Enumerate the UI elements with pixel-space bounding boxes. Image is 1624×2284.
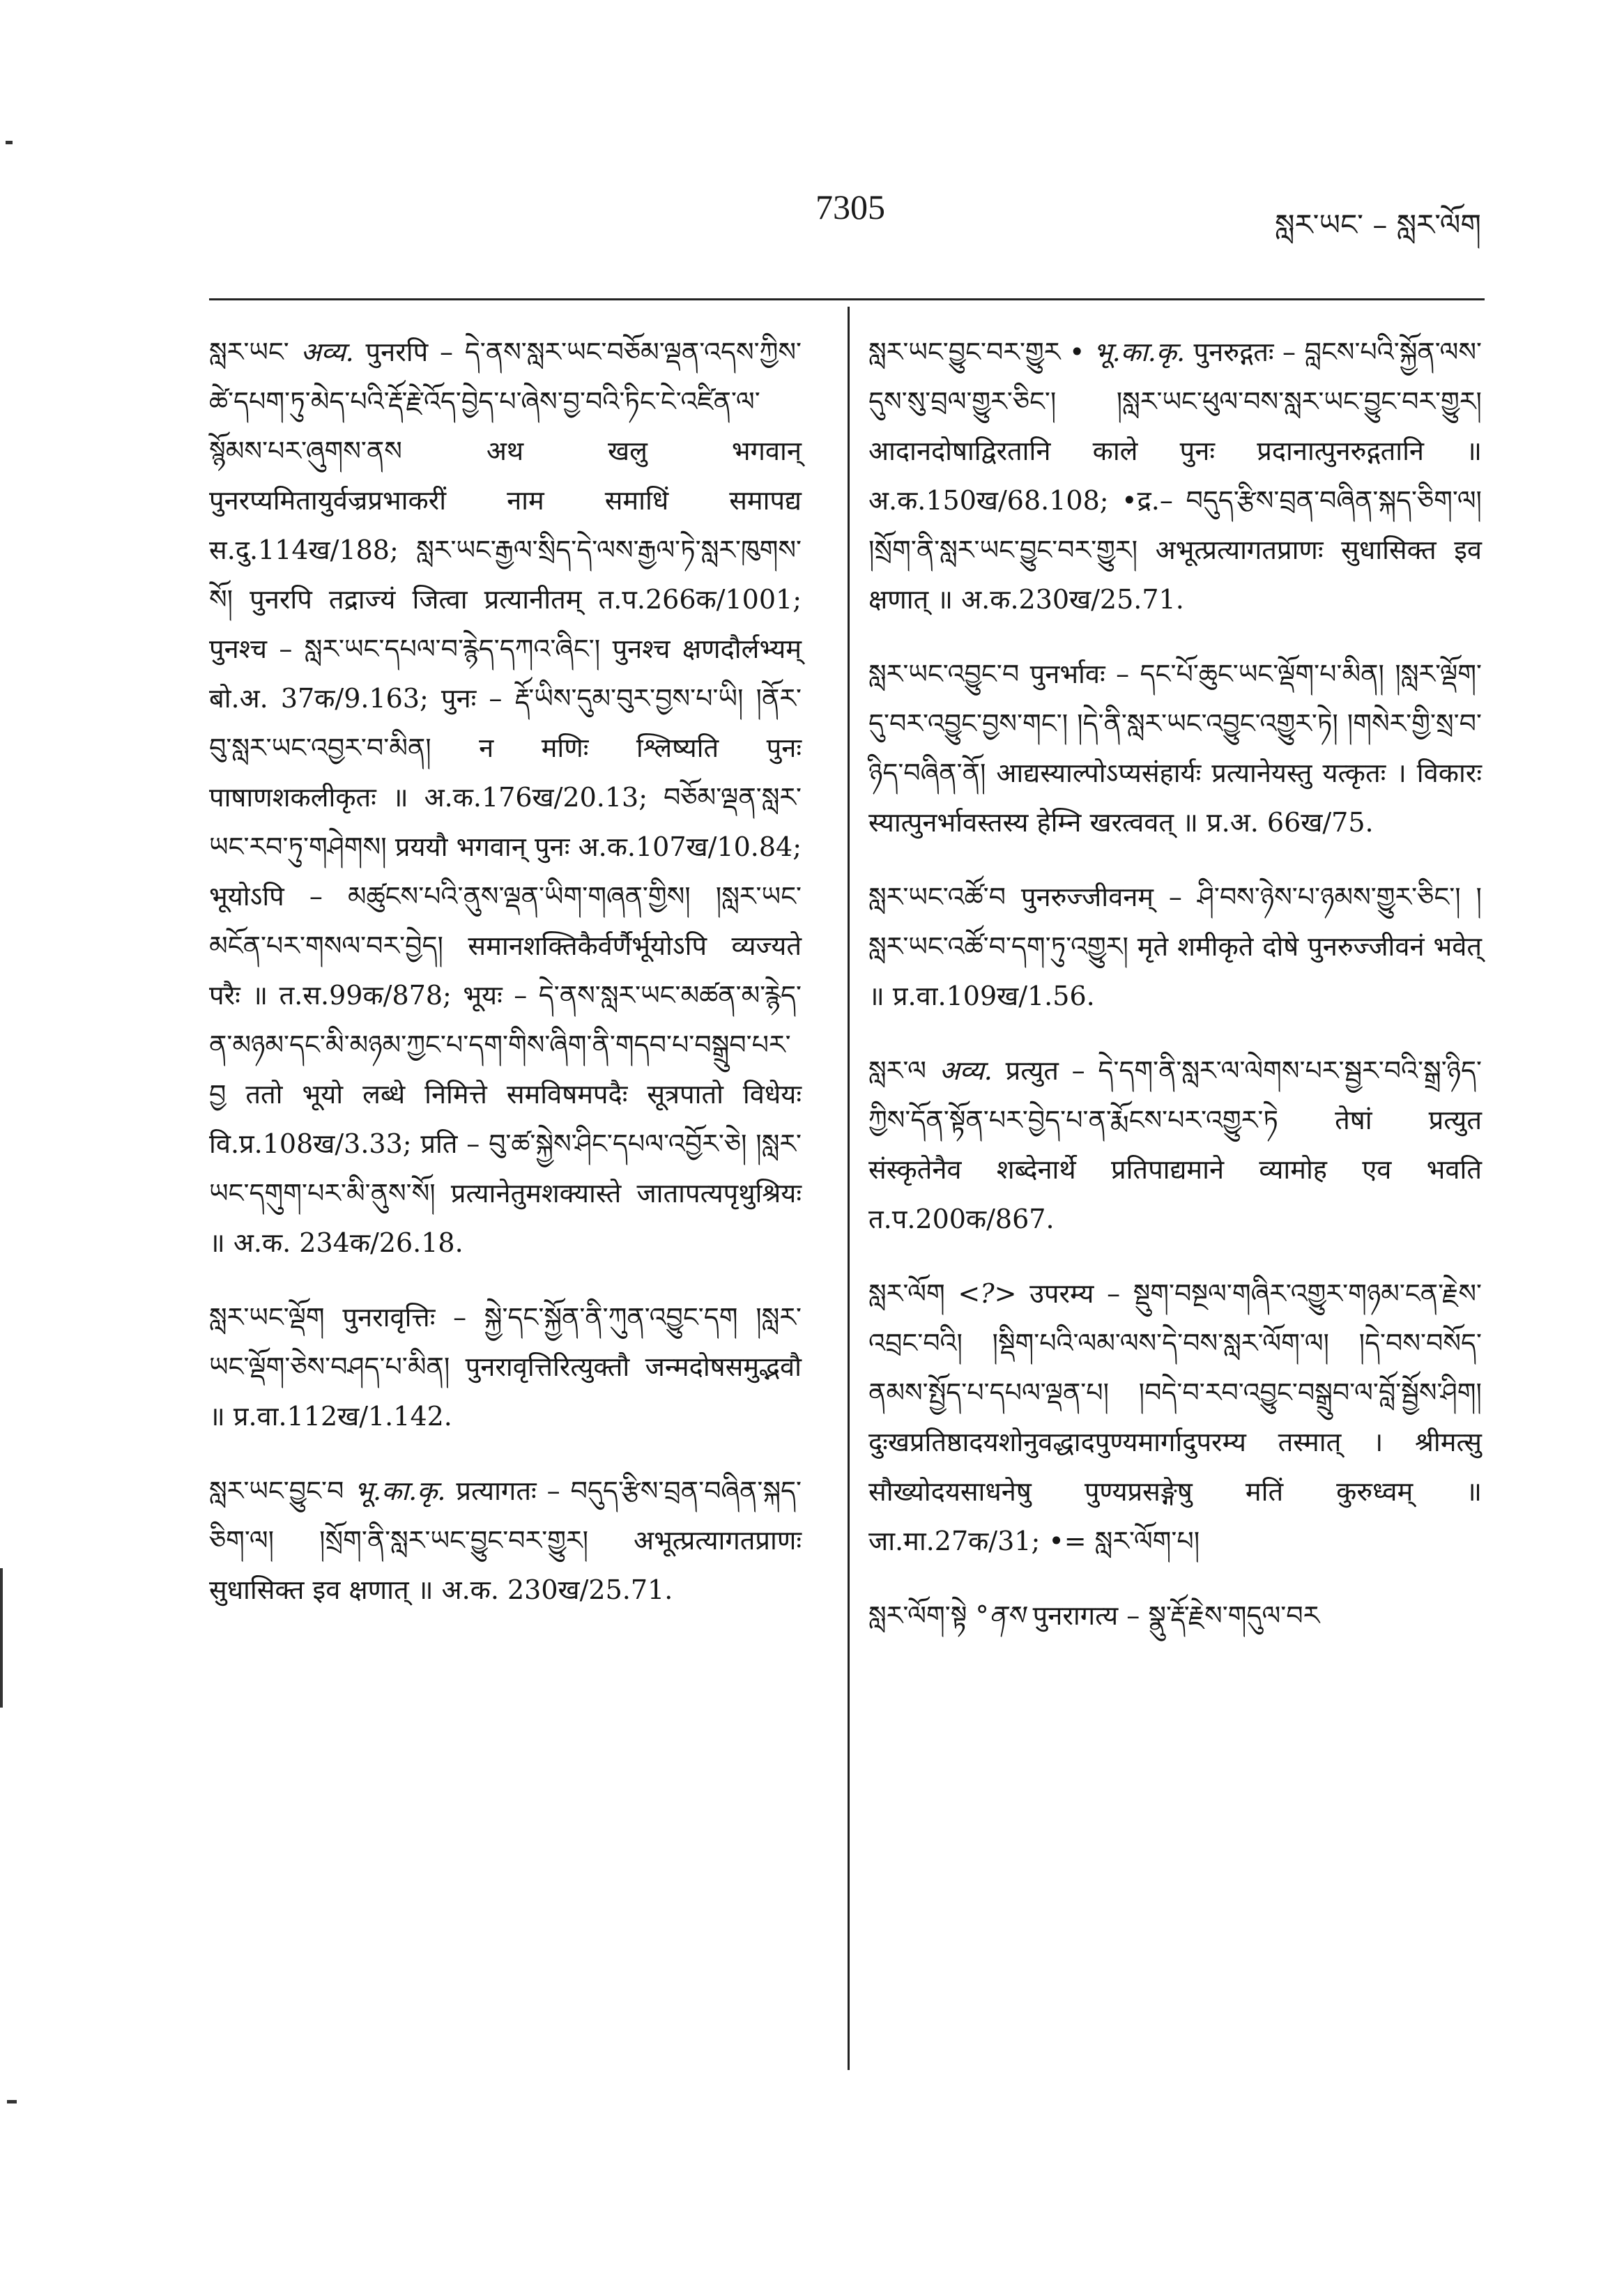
entry-grammar-tag: °ནས xyxy=(975,1600,1025,1631)
dictionary-entry xyxy=(868,873,1482,1021)
entry-text: उपरम्य – སྡུག་བསྔལ་གཞིར་འགྱུར་གཉམ་ངན་རྗེས་འབྲང་བའི། །སྡིག་པའི་ལམ་ལས་དེ་བས་སླར་ལོག་ལ། །དེ་བས་བསོད་ནམས་སྤྱོད་པ་དཔལ་ལྡན་པ། །བདེ་བ་རབ་འབྱུང་བསྒྲུབ་ལ་བློ་སྦྱོས་ཤིག། दुःखप्रतिष्ठादयशोनुवद्धादपुण्यमार्गादुपरम्य तस्मात् । श्रीमत्सु सौख्योदयसाधनेषु पुण्यप्रसङ्गेषु मतिं कुरुध्वम् ॥ जा.मा.27क/31; •= སླར་ལོག་པ། xyxy=(868,1278,1482,1556)
entry-headword: སླར་ལོག xyxy=(868,1278,945,1309)
entry-text: पुनरावृत्तिः – སྐྱེ་དང་སྐྱོན་ནི་ཀུན་འབྱུང་དག །སླར་ཡང་ལྡོག་ཅེས་བཤད་པ་མིན། पुनरावृत्तिरित्युक्तौ जन्मदोषसमुद्भवौ ॥ प्र.वा.112ख/1.142. xyxy=(209,1302,802,1432)
dictionary-entry xyxy=(209,1466,802,1615)
entry-headword: སླར་ཡང་ལྡོག xyxy=(209,1302,325,1333)
dictionary-entry xyxy=(209,328,802,1268)
dictionary-entry xyxy=(868,650,1482,848)
dictionary-entry xyxy=(209,1293,802,1441)
entry-text: पुनर्भावः – དང་པོ་ཆུང་ཡང་ལྡོག་པ་མིན། །སླར་ལྡོག་དུ་བར་འབྱུང་བྱས་གང་། །དེ་ནི་སླར་ཡང་འབྱུང་འགྱུར་ཏེ། །གསེར་གྱི་སྲ་བ་ཉིད་བཞིན་ནོ། आद्यस्याल्पोऽप्यसंहार्यः प्रत्यानेयस्तु यत्कृतः । विकारः स्यात्पुनर्भावस्तस्य हेम्नि खरत्ववत् ॥ प्र.अ. 66ख/75. xyxy=(868,659,1482,838)
entry-text: पुनरुद्गतः – བླངས་པའི་སྐྱོན་ལས་དུས་སུ་བྲལ་གྱུར་ཅིང་། །སླར་ཡང་ཕུལ་བས་སླར་ཡང་བྱུང་བར་གྱུར། आदानदोषाद्विरतानि काले पुनः प्रदानात्पुनरुद्गतानि ॥ अ.क.150ख/68.108; •द्र.– བདུད་རྩིས་བྲན་བཞིན་སྐད་ཅིག་ལ། །སྲོག་ནི་སླར་ཡང་བྱུང་བར་གྱུར། अभूत्प्रत्यागतप्राणः सुधासिक्त इव क्षणात् ॥ अ.क.230ख/25.71. xyxy=(868,337,1482,615)
entry-grammar-tag: <?> xyxy=(958,1278,1017,1309)
entry-text: प्रत्युत – དེ་དག་ནི་སླར་ལ་ལེགས་པར་སྦྱར་བའི་སྒྲ་ཉིད་ཀྱིས་དོན་སྟོན་པར་བྱེད་པ་ན་རྨོངས་པར་འགྱུར་ཏེ तेषां प्रत्युत संस्कृतेनैव शब्देनार्थे प्रतिपाद्यमाने व्यामोह एव भवति त.प.200क/867. xyxy=(868,1055,1482,1234)
dictionary-entry xyxy=(868,1591,1482,1641)
header-rule xyxy=(209,298,1485,300)
dictionary-entry xyxy=(868,1046,1482,1244)
left-column xyxy=(209,328,802,1640)
entry-headword: སླར་ལོག་སྟེ xyxy=(868,1600,967,1631)
entry-headword: སླར་ལ xyxy=(868,1055,926,1086)
scan-mark xyxy=(6,141,13,144)
entry-headword: སླར་ཡང་འཚོ་བ xyxy=(868,882,1006,912)
entry-grammar-tag: अव्य. xyxy=(300,337,354,367)
entry-headword: སླར་ཡང་ xyxy=(209,337,289,367)
entry-headword: སླར་ཡང་བྱུང་བར་གྱུར xyxy=(868,337,1061,367)
entry-text: प्रत्यागतः – བདུད་རྩིས་བྲན་བཞིན་སྐད་ཅིག་ལ། །སྲོག་ནི་སླར་ཡང་བྱུང་བར་གྱུར། अभूत्प्रत्यागतप्राणः सुधासिक्त इव क्षणात् ॥ अ.क. 230ख/25.71. xyxy=(209,1476,802,1605)
entry-grammar-tag: • भू.का.कृ. xyxy=(1068,337,1186,367)
scan-mark xyxy=(7,2100,17,2103)
entry-text: पुनरागत्य – སྣུ་རྡོ་རྗེས་གདུལ་བར xyxy=(1032,1600,1320,1631)
entry-headword: སླར་ཡང་འབྱུང་བ xyxy=(868,659,1020,689)
dictionary-entry xyxy=(868,1269,1482,1566)
entry-text: पुनरपि – དེ་ནས་སླར་ཡང་བཅོམ་ལྡན་འདས་ཀྱིས་ཚེ་དཔག་ཏུ་མེད་པའི་རྡོ་རྗེ་འོད་བྱེད་པ་ཞེས་བྱ་བའི་ཏིང་ངེ་འཛིན་ལ་སྙོམས་པར་ཞུགས་ནས अथ खलु भगवान् पुनरप्यमितायुर्वज्रप्रभाकरीं नाम समाधिं समापद्य स.दु.114ख/188; སླར་ཡང་རྒྱལ་སྲིད་དེ་ལས་རྒྱལ་ཏེ་སླར་ཁུགས་སོ། पुनरपि तद्राज्यं जित्वा प्रत्यानीतम् त.प.266क/1001; पुनश्च – སླར་ཡང་དཔལ་བ་རྙེད་དཀའ་ཞིང་། पुनश्च क्षणदौर्लभ्यम् बो.अ. 37क/9.163; पुनः – རྡོ་ཡིས་དུམ་བུར་བྱས་པ་ཡི། །ནོར་བུ་སླར་ཡང་འབྱར་བ་མིན། न मणिः श्लिष्यति पुनः पाषाणशकलीकृतः ॥ अ.क.176ख/20.13; བཅོམ་ལྡན་སླར་ཡང་རབ་ཏུ་གཤེགས། प्रययौ भगवान् पुनः अ.क.107ख/10.84; भूयोऽपि – མཚུངས་པའི་ནུས་ལྡན་ཡིག་གཞན་གྱིས། །སླར་ཡང་མངོན་པར་གསལ་བར་བྱེད། समानशक्तिकैर्वर्णैर्भूयोऽपि व्यज्यते परैः ॥ त.स.99क/878; भूयः – དེ་ནས་སླར་ཡང་མཚན་མ་རྙེད་ན་མཉམ་དང་མི་མཉམ་ཀྱང་པ་དག་གིས་ཞིག་ནི་གདབ་པ་བསྒྲུབ་པར་བྱ ततो भूयो लब्धे निमित्ते समविषमपदैः सूत्रपातो विधेयः वि.प्र.108ख/3.33; प्रति – བུ་ཚ་སྐྱེས་ཤིང་དཔལ་འབྱོར་ཅེ། །སླར་ཡང་དགུག་པར་མི་ནུས་སོ། प्रत्यानेतुमशक्यास्ते जातापत्यपृथुश्रियः ॥ अ.क. 234क/26.18. xyxy=(209,337,802,1258)
column-divider xyxy=(848,307,850,2070)
entry-grammar-tag: अव्य. xyxy=(939,1055,993,1086)
dictionary-entry xyxy=(868,328,1482,624)
scan-mark xyxy=(0,1568,3,1708)
right-column xyxy=(868,328,1482,1666)
running-head: སླར་ཡང་ – སླར་ལོག xyxy=(1275,208,1481,242)
entry-grammar-tag: भू.का.कृ. xyxy=(354,1476,446,1506)
entry-headword: སླར་ཡང་བྱུང་བ xyxy=(209,1476,344,1506)
page-number: 7305 xyxy=(815,187,885,227)
entry-text: पुनरुज्जीवनम् – ཤི་བས་ཉེས་པ་ཉམས་གྱུར་ཅིང་། །སླར་ཡང་འཚོ་བ་དག་ཏུ་འགྱུར། मृते शमीकृते दोषे पुनरुज्जीवनं भवेत् ॥ प्र.वा.109ख/1.56. xyxy=(868,882,1482,1011)
